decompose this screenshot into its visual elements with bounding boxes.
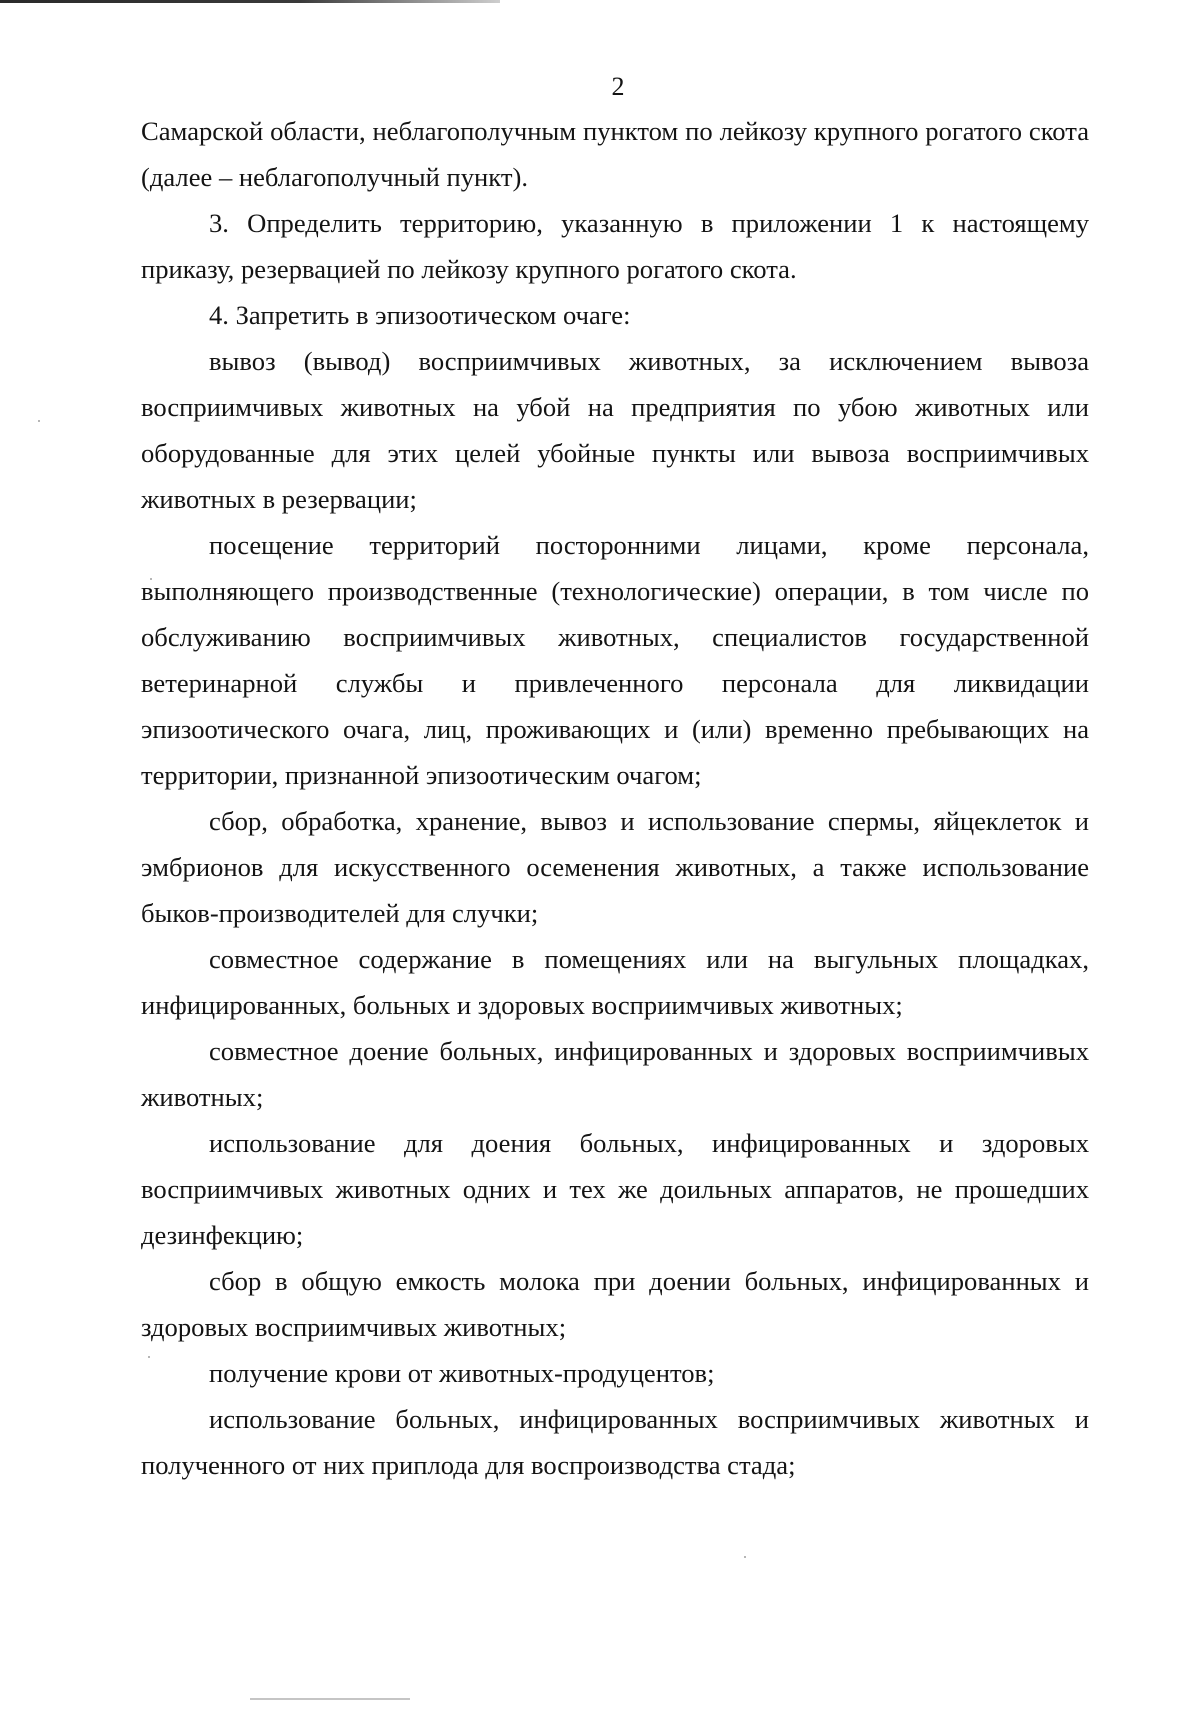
paragraph-ban-sperm-collection: сбор, обработка, хранение, вывоз и использование спермы, яйцеклеток и эмбрионов для искусственного осеменения животных, а также использование быков-производителей для случки; (141, 806, 1089, 928)
paragraph-item-4-heading: 4. Запретить в эпизоотическом очаге: (209, 300, 631, 330)
paragraph-item-3: 3. Определить территорию, указанную в приложении 1 к настоящему приказу, резервацией по лейкозу крупного рогатого скота. (141, 208, 1089, 284)
scan-speck (38, 420, 40, 422)
scan-edge-bottom (250, 1698, 410, 1700)
paragraph-ban-visiting: посещение территорий посторонними лицами, кроме персонала, выполняющего производственные (технологические) операции, в том числе по обслуживанию восприимчивых животных, специалистов государственной ветеринарной службы и привлеченного персонала для ликвидации эпизоотического очага, лиц, проживающих и (или) временно пребывающих на территории, признанной эпизоотическим очагом; (141, 530, 1089, 790)
document-body (141, 108, 1089, 1488)
paragraph-ban-export: вывоз (вывод) восприимчивых животных, за исключением вывоза восприимчивых животных на убой на предприятия по убою животных или оборудованные для этих целей убойные пункты или вывоза восприимчивых животных в резервации; (141, 346, 1089, 514)
paragraph-ban-joint-milking: совместное доение больных, инфицированных и здоровых восприимчивых животных; (141, 1036, 1089, 1112)
scan-speck (744, 1556, 746, 1558)
scan-speck (148, 1356, 150, 1358)
scan-speck (150, 578, 152, 580)
paragraph-continuation: Самарской области, неблагополучным пунктом по лейкозу крупного рогатого скота (далее – неблагополучный пункт). (141, 116, 1089, 192)
page-number: 2 (611, 72, 625, 101)
paragraph-ban-shared-milk-container: сбор в общую емкость молока при доении больных, инфицированных и здоровых восприимчивых животных; (141, 1266, 1089, 1342)
paragraph-ban-shared-milking-machines: использование для доения больных, инфицированных и здоровых восприимчивых животных одних и тех же доильных аппаратов, не прошедших дезинфекцию; (141, 1128, 1089, 1250)
paragraph-ban-joint-keeping: совместное содержание в помещениях или на выгульных площадках, инфицированных, больных и здоровых восприимчивых животных; (141, 944, 1089, 1020)
paragraph-ban-blood-collection: получение крови от животных-продуцентов; (209, 1358, 715, 1388)
scan-speck (1082, 456, 1084, 458)
scan-edge-top (0, 0, 500, 3)
paragraph-ban-breeding-use: использование больных, инфицированных восприимчивых животных и полученного от них приплода для воспроизводства стада; (141, 1404, 1089, 1480)
